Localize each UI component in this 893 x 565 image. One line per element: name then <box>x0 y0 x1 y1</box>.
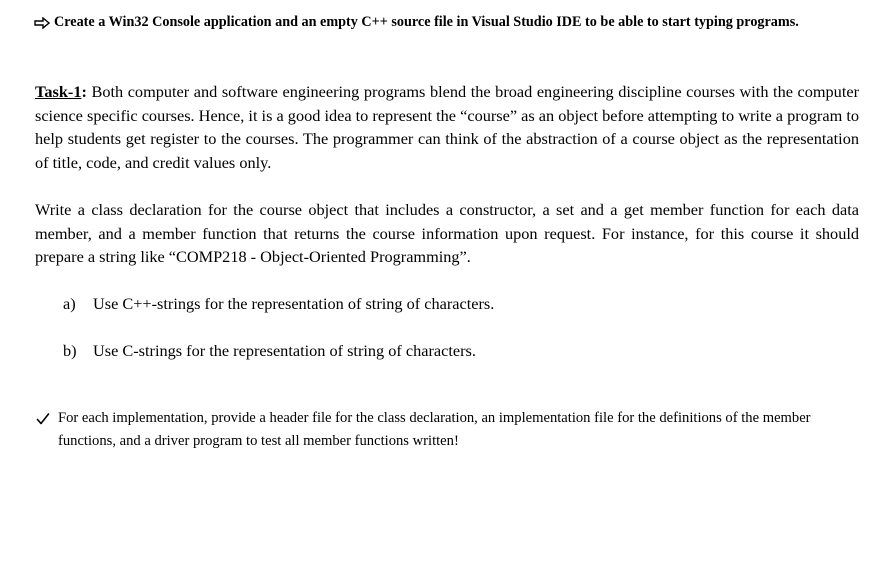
right-arrow-icon <box>34 17 50 29</box>
task-label: Task-1 <box>35 82 82 101</box>
checkmark-icon <box>36 411 50 425</box>
list-item <box>63 292 494 315</box>
instruction-header <box>34 14 874 31</box>
implementation-note <box>36 407 866 452</box>
task-description: Both computer and software engineering programs blend the broad engineering discipline courses with the computer science specific courses. Hence, it is a good idea to represent the “course” as an object before attempting to write a program to help students get register to the courses. The programmer can think of the abstraction of a course object as the representation of title, code, and credit values only. <box>35 82 859 172</box>
implementation-note-text: For each implementation, provide a header file for the class declaration, an implementation file for the definitions of the member functions, and a driver program to test all member functions written! <box>58 410 811 449</box>
list-item-text: Use C-strings for the representation of string of characters. <box>93 341 476 360</box>
list-marker: b) <box>63 341 77 360</box>
list-marker: a) <box>63 294 76 313</box>
task-paragraph <box>35 80 859 174</box>
list-item-text: Use C++-strings for the representation of string of characters. <box>93 294 495 313</box>
write-paragraph: Write a class declaration for the course object that includes a constructor, a set and a get member function for each data member, and a member function that returns the course information upon request. For instance, for this course it should prepare a string like “COMP218 - Object-Oriented Programming”. <box>35 200 859 266</box>
instruction-header-text: Create a Win32 Console application and an empty C++ source file in Visual Studio IDE to be able to start typing programs. <box>54 14 799 30</box>
task-label-colon: : <box>81 82 87 101</box>
list-item <box>63 339 476 362</box>
